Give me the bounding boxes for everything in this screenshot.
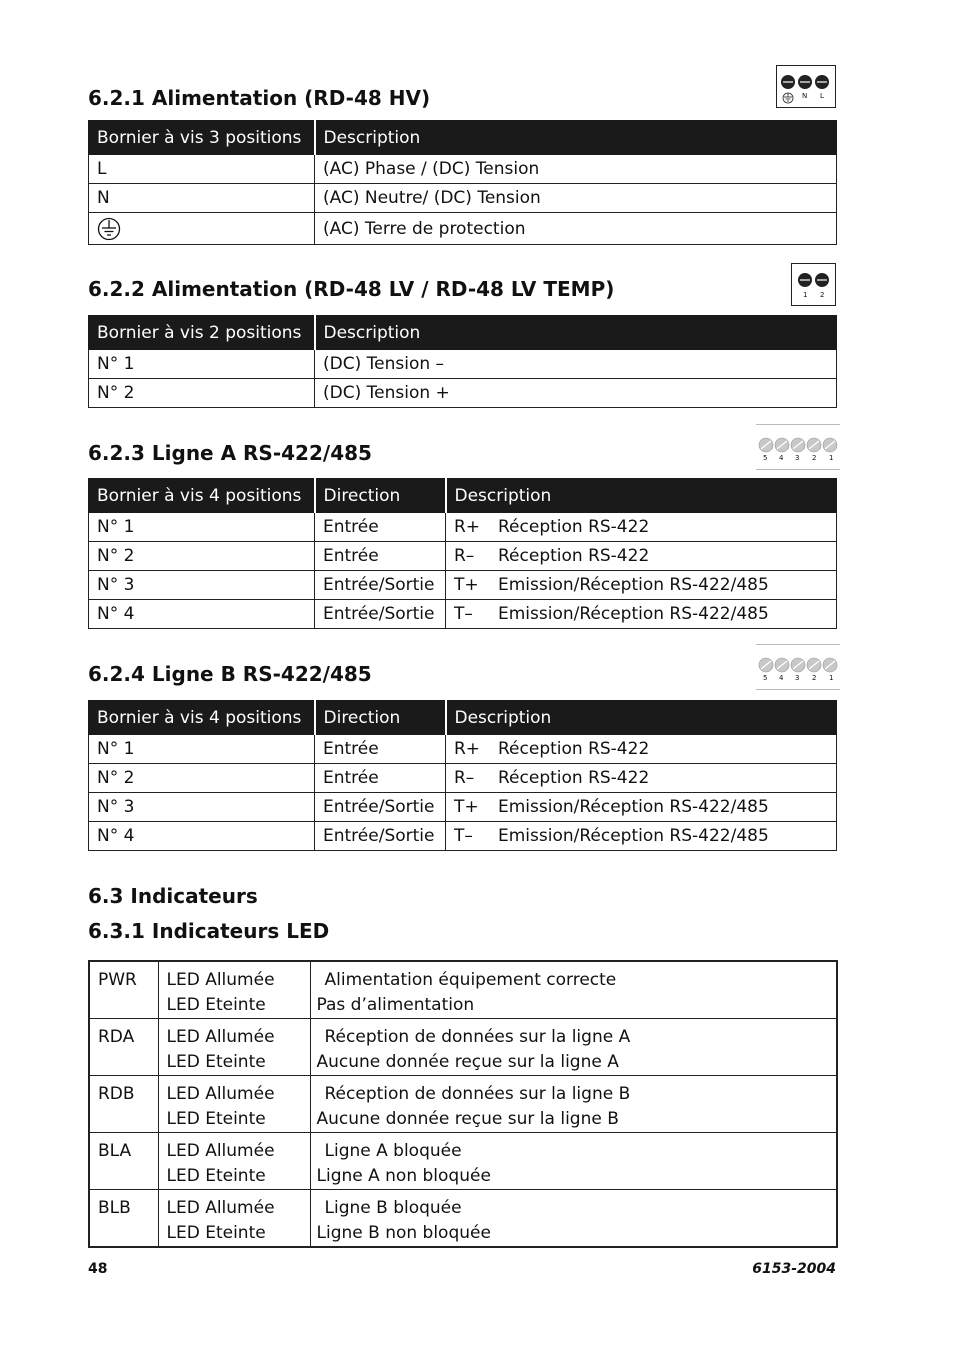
led-name-cell: BLB [89, 1190, 158, 1248]
table-power-lv [88, 315, 837, 408]
connector-label: 1 [829, 454, 834, 462]
position-cell: N° 4 [89, 600, 315, 629]
header-cell: Description [446, 479, 837, 513]
led-description-cell: Réception de données sur la ligne B Aucune donnée reçue sur la ligne B [310, 1076, 837, 1133]
description-cell [446, 571, 837, 600]
table-row [89, 1133, 837, 1190]
position-cell: N° 4 [89, 822, 315, 851]
direction-cell: Entrée [315, 735, 446, 764]
signal-description: Réception RS-422 [498, 739, 650, 759]
table-row [89, 542, 837, 571]
description-cell [446, 793, 837, 822]
signal-description: Emission/Réception RS-422/485 [498, 604, 769, 624]
header-cell: Bornier à vis 4 positions [89, 479, 315, 513]
header-cell: Description [315, 316, 837, 350]
description-cell [446, 600, 837, 629]
table-row [89, 764, 837, 793]
terminal-block-3-icon [776, 65, 836, 108]
connector-label-1: 1 [803, 291, 808, 299]
description-cell: (AC) Terre de protection [315, 213, 837, 245]
ground-icon [97, 219, 121, 239]
description-cell [446, 764, 837, 793]
header-cell: Bornier à vis 3 positions [89, 121, 315, 155]
description-cell [446, 542, 837, 571]
direction-cell: Entrée/Sortie [315, 822, 446, 851]
direction-cell: Entrée/Sortie [315, 571, 446, 600]
direction-cell: Entrée/Sortie [315, 793, 446, 822]
signal-description: Emission/Réception RS-422/485 [498, 575, 769, 595]
signal-code: R+ [454, 739, 481, 759]
direction-cell: Entrée [315, 764, 446, 793]
connector-label: 3 [795, 454, 800, 462]
heading-6-3: 6.3 Indicateurs [88, 884, 258, 908]
position-cell: N° 1 [89, 350, 315, 379]
terminal-block-5-icon [756, 424, 840, 470]
description-cell: (DC) Tension + [315, 379, 837, 408]
document-reference: 6153-2004 [752, 1261, 836, 1277]
signal-code: R+ [454, 517, 481, 537]
connector-label: 4 [779, 454, 784, 462]
direction-cell: Entrée/Sortie [315, 600, 446, 629]
description-cell: (AC) Neutre/ (DC) Tension [315, 184, 837, 213]
table-row [89, 155, 837, 184]
terminal-block-5-icon [756, 644, 840, 690]
header-cell: Bornier à vis 2 positions [89, 316, 315, 350]
table-line-a [88, 478, 837, 629]
table-row [89, 513, 837, 542]
connector-label: 1 [829, 674, 834, 682]
led-state-cell: LED Allumée LED Eteinte [158, 961, 310, 1019]
table-row [89, 184, 837, 213]
page-number: 48 [88, 1261, 108, 1277]
signal-description: Emission/Réception RS-422/485 [498, 826, 769, 846]
led-description-cell: Ligne A bloquée Ligne A non bloquée [310, 1133, 837, 1190]
header-cell: Description [446, 701, 837, 735]
signal-code: T+ [454, 575, 479, 595]
led-name-cell: RDA [89, 1019, 158, 1076]
description-cell [446, 822, 837, 851]
table-row [89, 793, 837, 822]
signal-code: T– [454, 604, 473, 624]
position-cell: N° 3 [89, 571, 315, 600]
table-row [89, 1190, 837, 1248]
connector-label-n: N [802, 92, 808, 100]
description-cell: (DC) Tension – [315, 350, 837, 379]
signal-code: R– [454, 546, 475, 566]
table-led-indicators [88, 960, 838, 1248]
header-cell: Description [315, 121, 837, 155]
connector-label: 5 [763, 454, 768, 462]
led-name-cell: PWR [89, 961, 158, 1019]
header-cell: Direction [315, 701, 446, 735]
led-state-cell: LED Allumée LED Eteinte [158, 1190, 310, 1248]
signal-description: Réception RS-422 [498, 768, 650, 788]
table-row [89, 571, 837, 600]
signal-description: Emission/Réception RS-422/485 [498, 797, 769, 817]
heading-6-2-3: 6.2.3 Ligne A RS-422/485 [88, 441, 372, 465]
direction-cell: Entrée [315, 542, 446, 571]
position-cell: N° 2 [89, 379, 315, 408]
position-cell: N [89, 184, 315, 213]
led-description-cell: Ligne B bloquée Ligne B non bloquée [310, 1190, 837, 1248]
led-description-cell: Alimentation équipement correcte Pas d’alimentation [310, 961, 837, 1019]
connector-label: 5 [763, 674, 768, 682]
led-state-cell: LED Allumée LED Eteinte [158, 1019, 310, 1076]
description-cell [446, 735, 837, 764]
table-row [89, 350, 837, 379]
table-line-b [88, 700, 837, 851]
header-cell: Direction [315, 479, 446, 513]
led-state-cell: LED Allumée LED Eteinte [158, 1133, 310, 1190]
description-cell [446, 513, 837, 542]
position-cell: N° 3 [89, 793, 315, 822]
position-cell: L [89, 155, 315, 184]
description-cell: (AC) Phase / (DC) Tension [315, 155, 837, 184]
heading-6-3-1: 6.3.1 Indicateurs LED [88, 919, 330, 943]
position-cell: N° 2 [89, 764, 315, 793]
header-cell: Bornier à vis 4 positions [89, 701, 315, 735]
position-cell [89, 213, 315, 245]
signal-description: Réception RS-422 [498, 546, 650, 566]
led-description-cell: Réception de données sur la ligne A Aucune donnée reçue sur la ligne A [310, 1019, 837, 1076]
led-name-cell: BLA [89, 1133, 158, 1190]
terminal-block-2-icon [791, 263, 836, 306]
heading-6-2-4: 6.2.4 Ligne B RS-422/485 [88, 662, 372, 686]
position-cell: N° 1 [89, 513, 315, 542]
connector-label: 4 [779, 674, 784, 682]
table-row [89, 213, 837, 245]
table-row [89, 961, 837, 1019]
table-power-hv [88, 120, 837, 245]
connector-label-2: 2 [820, 291, 825, 299]
table-row [89, 1076, 837, 1133]
signal-code: R– [454, 768, 475, 788]
table-row [89, 1019, 837, 1076]
led-state-cell: LED Allumée LED Eteinte [158, 1076, 310, 1133]
table-row [89, 379, 837, 408]
direction-cell: Entrée [315, 513, 446, 542]
connector-label: 3 [795, 674, 800, 682]
heading-6-2-2: 6.2.2 Alimentation (RD-48 LV / RD-48 LV TEMP) [88, 277, 615, 301]
table-row [89, 735, 837, 764]
connector-label: 2 [812, 454, 817, 462]
connector-label-l: L [820, 92, 824, 100]
position-cell: N° 2 [89, 542, 315, 571]
heading-6-2-1: 6.2.1 Alimentation (RD-48 HV) [88, 86, 431, 110]
signal-code: T– [454, 826, 473, 846]
signal-description: Réception RS-422 [498, 517, 650, 537]
table-row [89, 822, 837, 851]
led-name-cell: RDB [89, 1076, 158, 1133]
signal-code: T+ [454, 797, 479, 817]
connector-label: 2 [812, 674, 817, 682]
table-row [89, 600, 837, 629]
position-cell: N° 1 [89, 735, 315, 764]
